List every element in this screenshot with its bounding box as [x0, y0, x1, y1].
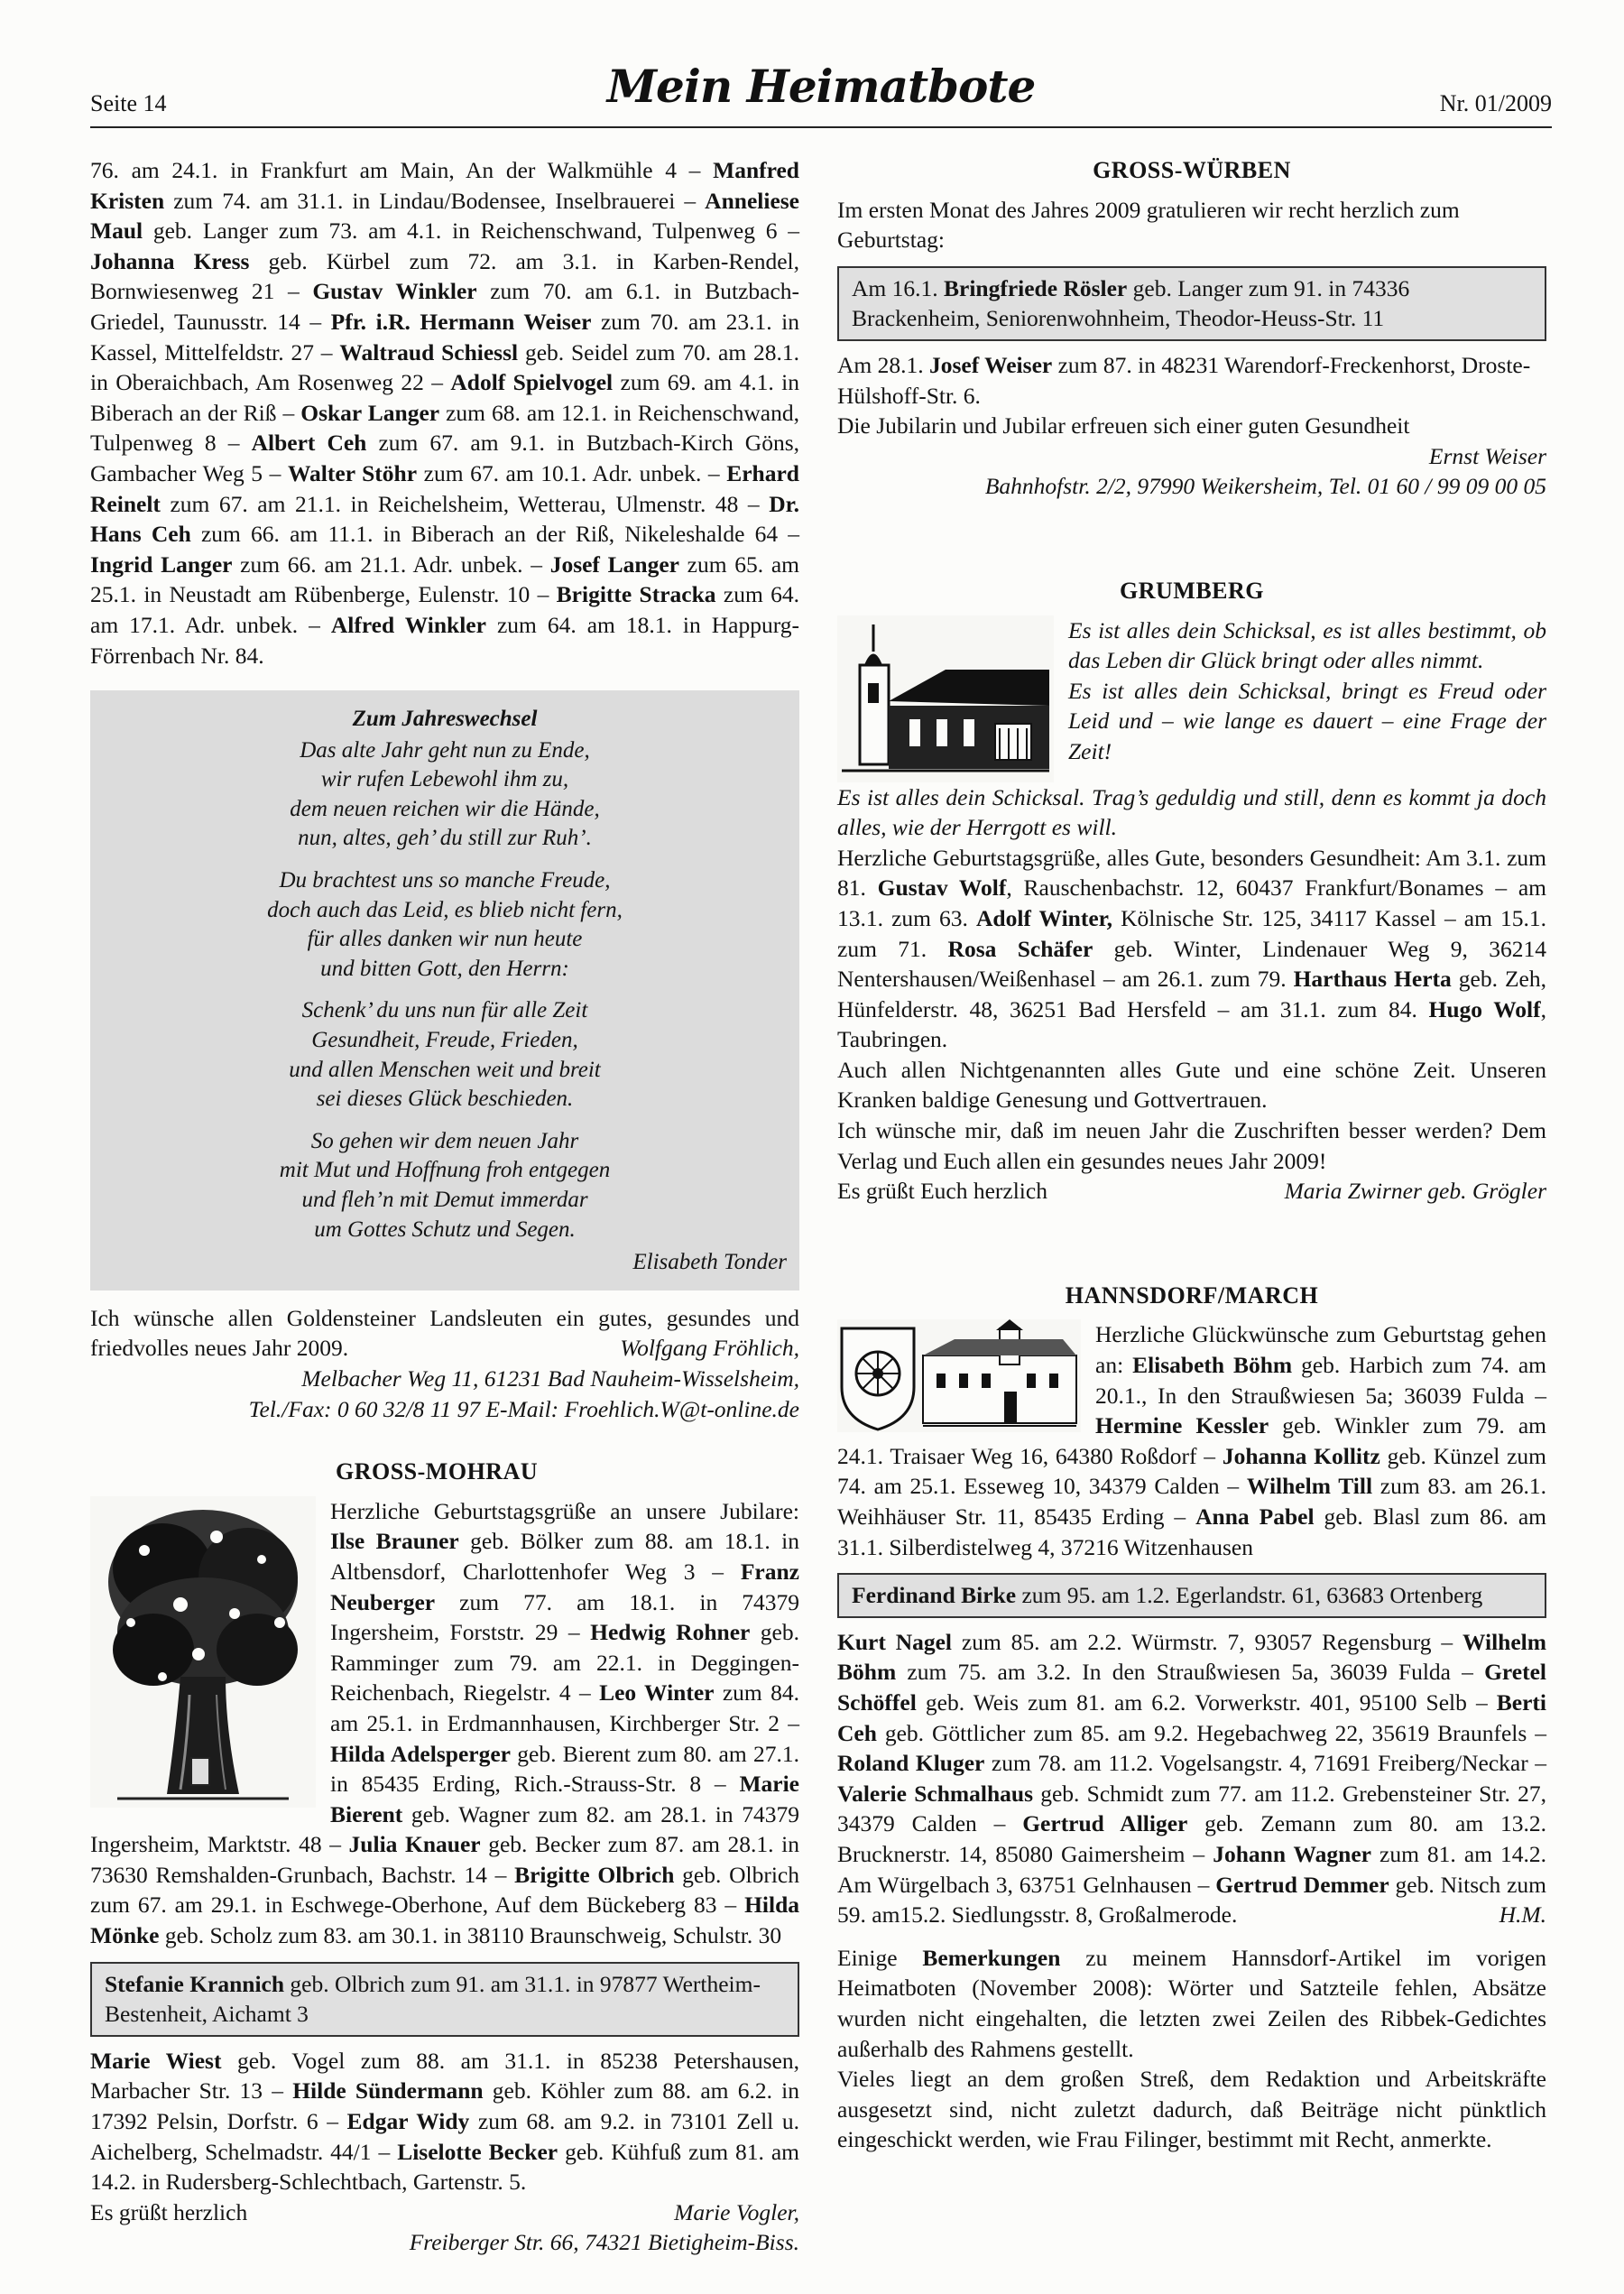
- highlight-box-krannich: Stefanie Krannich geb. Olbrich zum 91. am 31.1. in 97877 Wertheim-Bestenheit, Aichamt 3: [90, 1962, 799, 2037]
- grumberg-verse-2: Es ist alles dein Schicksal, bringt es Freud oder Leid und – wie lange es dauert – eine Frage der Zeit!: [1068, 677, 1546, 764]
- grumberg-birthdays: Herzliche Geburtstagsgrüße, alles Gute, besonders Gesundheit: Am 3.1. zum 81. Gustav Wolf, Rauschenbachstr. 12, 60437 Frankfurt/Bonames – am 13.1. zum 63. Adolf Winter, Kölnische Str. 125, 34117 Kassel – am 15.1. zum 71. Rosa Schäfer geb. Winter, Lindenauer Weg 9, 36214 Nentershausen/Weißenhasel – am 26.1. zum 79. Harthaus Herta geb. Zeh, Hünfelderstr. 48, 36251 Bad Hersfeld – am 31.1. zum 84. Hugo Wolf, Taubringen.: [837, 844, 1547, 1053]
- gross-mohrau-signature-address: Freiberger Str. 66, 74321 Bietigheim-Biss.: [409, 2229, 799, 2256]
- gross-wuerben-entry: Am 28.1. Josef Weiser zum 87. in 48231 Warendorf-Freckenhorst, Droste-Hülshoff-Str. 6.: [837, 351, 1531, 409]
- page-header: [90, 54, 1552, 128]
- coat-of-arms-icon: [837, 1319, 1081, 1432]
- wish-address: Melbacher Weg 11, 61231 Bad Nauheim-Wisselsheim,: [301, 1364, 799, 1392]
- grumberg-hope: Ich wünsche mir, daß im neuen Jahr die Zuschriften besser werden? Dem Verlag und Euch allen ein gesundes neues Jahr 2009!: [837, 1117, 1546, 1174]
- grumberg-verse-3: Es ist alles dein Schicksal. Trag’s geduldig und still, denn es kommt ja doch alles, wie der Herrgott es will.: [837, 783, 1546, 841]
- hannsdorf-list: Herzliche Glückwünsche zum Geburtstag gehen an: Elisabeth Böhm geb. Harbich zum 74. am 20.1., In den Straußwiesen 5a; 36039 Fulda – Hermine Kessler geb. Winkler zum 79. am 24.1. Traisaer Weg 16, 64380 Roßdorf – Johanna Kollitz geb. Künzel zum 74. am 25.1. Esseweg 10, 34379 Calden – Wilhelm Till zum 83. am 26.1. Weihhäuser Str. 11, 85435 Erding – Anna Pabel geb. Blasl zum 86. am 31.1. Silberdistelweg 4, 37216 Witzenhausen: [837, 1321, 1547, 1560]
- right-column: [837, 155, 1546, 2155]
- issue-number: Nr. 01/2009: [1439, 90, 1552, 116]
- tree-icon: [90, 1496, 316, 1808]
- hannsdorf-remarks: Einige Bemerkungen zu meinem Hannsdorf-Artikel im vorigen Heimatboten (November 2008): Wörter und Satzteile fehlen, Absätze wurden nicht eingehalten, die letzten zwei Zeilen des Ribbek-Gedichtes außerhalb des Rahmens gestellt.: [837, 1944, 1546, 2062]
- hannsdorf-list-continued: Kurt Nagel zum 85. am 2.2. Würmstr. 7, 93057 Regensburg – Wilhelm Böhm zum 75. am 3.2. In den Straußwiesen 5a, 36039 Fulda – Gretel Schöffel geb. Weis zum 81. am 6.2. Vorwerkstr. 401, 95100 Selb – Berti Ceh geb. Göttlicher zum 85. am 9.2. Hegebachweg 22, 35619 Braunfels – Roland Kluger zum 78. am 11.2. Vogelsangstr. 4, 71691 Freiberg/Neckar – Valerie Schmalhaus geb. Schmidt zum 77. am 11.2. Grebensteiner Str. 27, 34379 Calden – Gertrud Alliger geb. Zemann zum 80. am 13.2. Brucknerstr. 14, 85080 Gaimersheim – Johann Wagner zum 81. am 14.2. Am Würgelbach 3, 63751 Gelnhausen – Gertrud Demmer geb. Nitsch zum 59. am15.2. Siedlungsstr. 8, Großalmerode. H.M.: [837, 1627, 1546, 1930]
- church-illustration: [837, 615, 1054, 782]
- grumberg-greeting: Es grüßt Euch herzlich Maria Zwirner geb. Grögler: [837, 1178, 1546, 1205]
- new-year-wish: Ich wünsche allen Goldensteiner Landsleuten ein gutes, gesundes und friedvolles neues Jahr 2009. Wolfgang Fröhlich,: [90, 1303, 799, 1364]
- highlight-box-roesler: Am 16.1. Bringfriede Rösler geb. Langer zum 91. in 74336 Brackenheim, Seniorenwohnheim, Theodor-Heuss-Str. 11: [837, 266, 1546, 341]
- gross-wuerben-intro: Im ersten Monat des Jahres 2009 gratulieren wir recht herzlich zum Geburtstag:: [837, 196, 1460, 254]
- poem-stanza: So gehen wir dem neuen Jahr mit Mut und Hoffnung froh entgegen und fleh’n mit Demut immerdar um Gottes Schutz und Segen.: [279, 1128, 611, 1242]
- hannsdorf-illustration: [837, 1319, 1081, 1432]
- poem-stanza: Schenk’ du uns nun für alle Zeit Gesundheit, Freude, Frieden, und allen Menschen weit und breit sei dieses Glück beschieden.: [289, 998, 601, 1112]
- hannsdorf-remarks-2: Vieles liegt an dem großen Streß, dem Redaktion und Arbeitskräfte ausgesetzt sind, nicht zuletzt dadurch, daß Beiträge nicht pünktlich eingeschickt werden, wie Frau Filinger, bestimmt mit Recht, anmerkte.: [837, 2066, 1546, 2153]
- birthday-list-intro: 76. am 24.1. in Frankfurt am Main, An der Walkmühle 4 – Manfred Kristen zum 74. am 31.1. in Lindau/Bodensee, Inselbrauerei – Anneliese Maul geb. Langer zum 73. am 4.1. in Reichenschwand, Tulpenweg 6 – Johanna Kress geb. Kürbel zum 72. am 3.1. in Karben-Rendel, Bornwiesenweg 21 – Gustav Winkler zum 70. am 6.1. in Butzbach-Griedel, Taunusstr. 14 – Pfr. i.R. Hermann Weiser zum 70. am 23.1. in Kassel, Mittelfeldstr. 27 – Waltraud Schiessl geb. Seidel zum 70. am 28.1. in Oberaichbach, Am Rosenweg 22 – Adolf Spielvogel zum 69. am 4.1. in Biberach an der Riß – Oskar Langer zum 68. am 12.1. in Reichenschwand, Tulpenweg 8 – Albert Ceh zum 67. am 9.1. in Butzbach-Kirch Göns, Gambacher Weg 5 – Walter Stöhr zum 67. am 10.1. Adr. unbek. – Erhard Reinelt zum 67. am 21.1. in Reichelsheim, Wetterau, Ulmenstr. 48 – Dr. Hans Ceh zum 66. am 11.1. in Biberach an der Riß, Nikeleshalde 64 – Ingrid Langer zum 66. am 21.1. Adr. unbek. – Josef Langer zum 65. am 25.1. in Neustadt am Rübenberge, Eulenstr. 10 – Brigitte Stracka zum 64. am 17.1. Adr. unbek. – Alfred Winkler zum 64. am 18.1. in Happurg-Förrenbach Nr. 84.: [90, 157, 800, 669]
- section-title-hannsdorf: HANNSDORF/MARCH: [1065, 1281, 1319, 1309]
- gross-wuerben-signature: Ernst Weiser: [1428, 442, 1546, 469]
- gross-mohrau-list-continued: Marie Wiest geb. Vogel zum 88. am 31.1. in 85238 Petershausen, Marbacher Str. 13 – Hilde Sündermann geb. Köhler zum 88. am 6.2. in 17392 Pelsin, Dorfstr. 6 – Edgar Widy zum 68. am 9.2. in 73101 Zell u. Aichelberg, Schelmadstr. 44/1 – Liselotte Becker geb. Kühfuß zum 81. am 14.2. in Rudersberg-Schlechtbach, Gartenstr. 5.: [90, 2047, 799, 2196]
- gross-wuerben-closing: Die Jubilarin und Jubilar erfreuen sich einer guten Gesundheit: [837, 412, 1410, 439]
- poem-box: [90, 690, 799, 1290]
- section-title-grumberg: GRUMBERG: [1120, 577, 1264, 604]
- poem-stanza: Du brachtest uns so manche Freude, doch auch das Leid, es blieb nicht fern, für alles danken wir nun heute und bitten Gott, den Herrn:: [267, 868, 623, 981]
- section-title-gross-wuerben: GROSS-WÜRBEN: [1093, 157, 1291, 183]
- wish-contact: Tel./Fax: 0 60 32/8 11 97 E-Mail: Froehlich.W@t-online.de: [248, 1395, 799, 1422]
- left-column: [90, 155, 799, 2258]
- page-number: Seite 14: [90, 90, 167, 116]
- highlight-box-birke: Ferdinand Birke zum 95. am 1.2. Egerlandstr. 61, 63683 Ortenberg: [837, 1573, 1546, 1618]
- poem-author: Elisabeth Tonder: [632, 1250, 787, 1275]
- grumberg-verse-1: Es ist alles dein Schicksal, es ist alles bestimmt, ob das Leben dir Glück bringt oder alles nimmt.: [1068, 616, 1546, 674]
- gross-mohrau-greeting: Es grüßt herzlich Marie Vogler,: [90, 2198, 799, 2225]
- gross-wuerben-address: Bahnhofstr. 2/2, 97990 Weikersheim, Tel. 01 60 / 99 09 00 05: [984, 473, 1546, 500]
- gross-mohrau-list: Herzliche Geburtstagsgrüße an unsere Jubilare: Ilse Brauner geb. Bölker zum 88. am 18.1. in Altbensdorf, Charlottenhofer Weg 3 – Franz Neuberger zum 77. am 18.1. in 74379 Ingersheim, Forststr. 29 – Hedwig Rohner geb. Ramminger zum 79. am 22.1. in Deggingen-Reichenbach, Riegelstr. 4 – Leo Winter zum 84. am 25.1. in Erdmannhausen, Kirchberger Str. 2 – Hilda Adelsperger geb. Bierent zum 80. am 27.1. in 85435 Erding, Rich.-Strauss-Str. 8 – Marie Bierent geb. Wagner zum 82. am 28.1. in 74379 Ingersheim, Marktstr. 48 – Julia Knauer geb. Becker zum 87. am 28.1. in 73630 Remshalden-Grunbach, Bachstr. 14 – Brigitte Olbrich geb. Olbrich zum 67. am 29.1. in Eschwege-Oberhone, Auf dem Bückeberg 83 – Hilda Mönke geb. Scholz zum 83. am 30.1. in 38110 Braunschweig, Schulstr. 30: [90, 1497, 799, 1949]
- masthead-title: Mein Heimatbote: [606, 60, 1036, 113]
- hannsdorf-signature: H.M.: [1499, 1901, 1546, 1929]
- tree-illustration: [90, 1496, 316, 1808]
- section-title-gross-mohrau: GROSS-MOHRAU: [336, 1458, 539, 1485]
- wish-author: Wolfgang Fröhlich,: [620, 1335, 799, 1362]
- church-icon: [837, 615, 1054, 782]
- poem-title: Zum Jahreswechsel: [352, 707, 538, 732]
- poem-stanza: Das alte Jahr geht nun zu Ende, wir rufen Lebewohl ihm zu, dem neuen reichen wir die Hände, nun, altes, geh’ du still zur Ruh’.: [290, 737, 600, 851]
- grumberg-wishes: Auch allen Nichtgenannten alles Gute und eine schöne Zeit. Unseren Kranken baldige Genesung und Gottvertrauen.: [837, 1056, 1546, 1114]
